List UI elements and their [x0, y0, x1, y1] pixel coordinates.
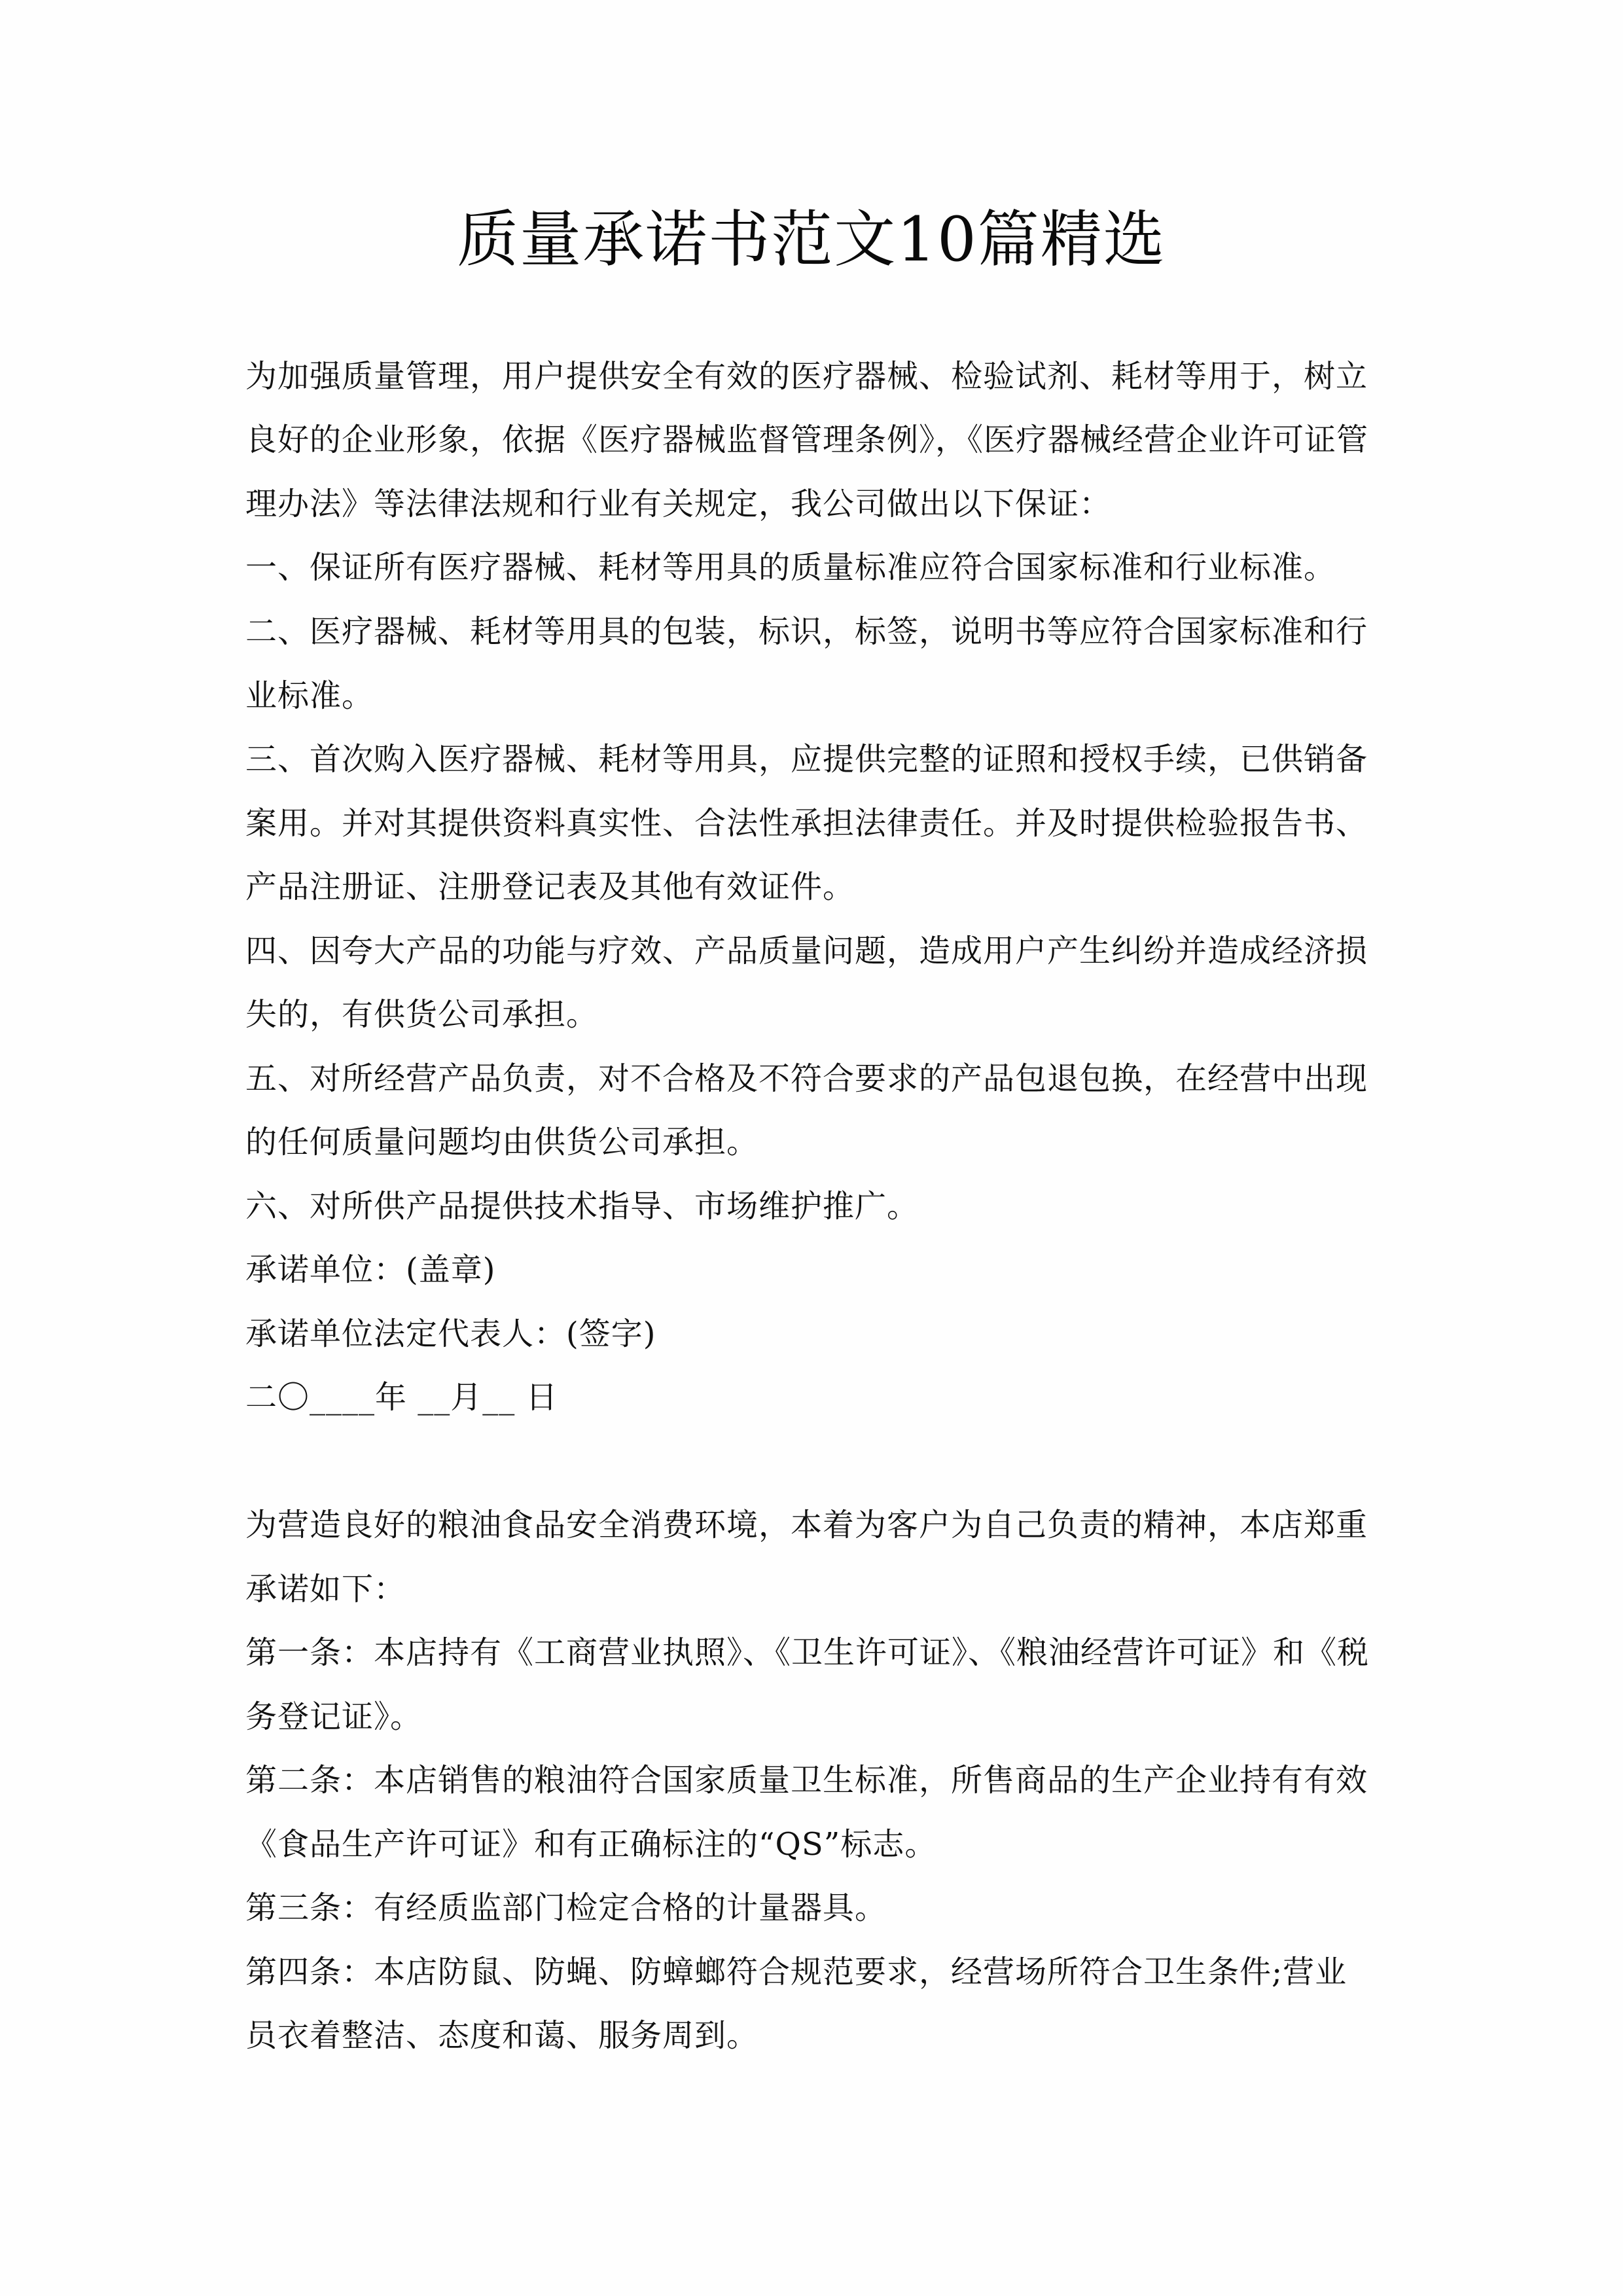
clause-1: 一、保证所有医疗器械、耗材等用具的质量标准应符合国家标准和行业标准。 [245, 549, 1336, 586]
paragraph-line: 承诺如下： [245, 1571, 406, 1607]
clause-5-cont: 的任何质量问题均由供货公司承担。 [245, 1124, 759, 1160]
clause-4-cont: 失的，有供货公司承担。 [245, 996, 599, 1033]
clause-2-cont: 业标准。 [245, 677, 374, 714]
paragraph-line: 理办法》等法律法规和行业有关规定，我公司做出以下保证： [245, 486, 1112, 522]
article-4: 第四条：本店防鼠、防蝇、防蟑螂符合规范要求，经营场所符合卫生条件;营业 [245, 1954, 1347, 1990]
clause-5: 五、对所经营产品负责，对不合格及不符合要求的产品包退包换，在经营中出现 [245, 1060, 1368, 1097]
signature-date-line: 二〇____年 __月__ 日 [245, 1379, 558, 1416]
document-title: 质量承诺书范文10篇精选 [457, 204, 1166, 276]
paragraph-line: 为营造良好的粮油食品安全消费环境，本着为客户为自己负责的精神，本店郑重 [245, 1507, 1368, 1543]
signature-representative-label: 承诺单位法定代表人：(签字) [245, 1316, 656, 1352]
article-1-cont: 务登记证》。 [245, 1698, 423, 1735]
clause-6: 六、对所供产品提供技术指导、市场维护推广。 [245, 1188, 919, 1225]
clause-3: 三、首次购入医疗器械、耗材等用具，应提供完整的证照和授权手续，已供销备 [245, 741, 1368, 778]
clause-3-cont: 产品注册证、注册登记表及其他有效证件。 [245, 869, 855, 905]
article-3: 第三条：有经质监部门检定合格的计量器具。 [245, 1890, 887, 1926]
clause-3-cont: 案用。并对其提供资料真实性、合法性承担法律责任。并及时提供检验报告书、 [245, 805, 1368, 842]
paragraph-line: 为加强质量管理，用户提供安全有效的医疗器械、检验试剂、耗材等用于，树立 [245, 358, 1368, 395]
clause-4: 四、因夸大产品的功能与疗效、产品质量问题，造成用户产生纠纷并造成经济损 [245, 933, 1368, 969]
article-2-cont: 《食品生产许可证》和有正确标注的“QS”标志。 [245, 1826, 937, 1863]
clause-2: 二、医疗器械、耗材等用具的包装，标识，标签，说明书等应符合国家标准和行 [245, 613, 1368, 650]
article-2: 第二条：本店销售的粮油符合国家质量卫生标准，所售商品的生产企业持有有效 [245, 1762, 1368, 1799]
signature-unit-label: 承诺单位：(盖章) [245, 1251, 496, 1288]
article-4-cont: 员衣着整洁、态度和蔼、服务周到。 [245, 2017, 759, 2054]
article-1: 第一条：本店持有《工商营业执照》、《卫生许可证》、《粮油经营许可证》和《税 [245, 1634, 1370, 1671]
paragraph-line: 良好的企业形象，依据《医疗器械监督管理条例》，《医疗器械经营企业许可证管 [245, 422, 1369, 458]
